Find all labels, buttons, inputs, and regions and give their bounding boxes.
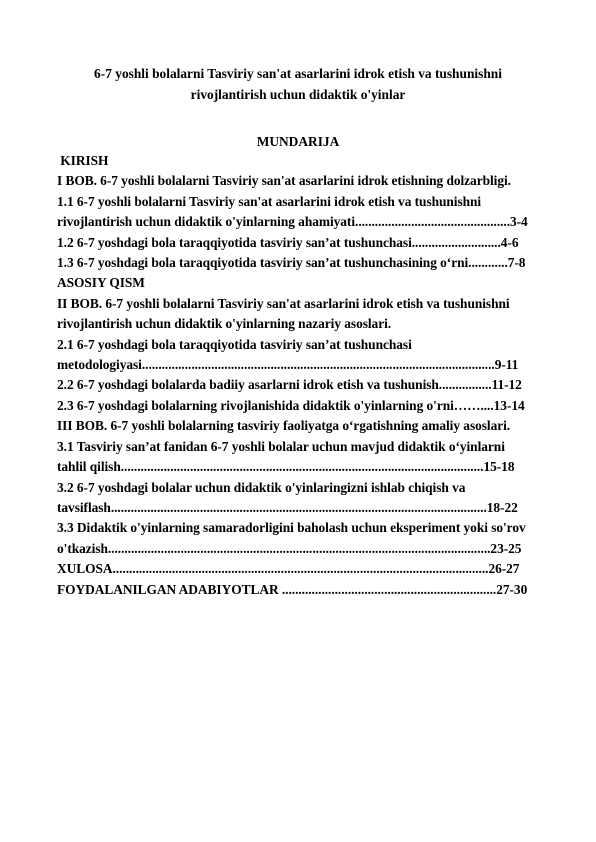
toc-line: 1.3 6-7 yoshdagi bola taraqqiyotida tasviriy san’at tushunchasining o‘rni............7-8 [57, 255, 526, 271]
toc-line: rivojlantirish uchun didaktik o'yinlarning nazariy asoslari. [57, 316, 392, 332]
toc-line: XULOSA..................................................................................................................26-27 [57, 561, 520, 577]
document-title [40, 63, 556, 105]
toc-line: tahlil qilish..............................................................................................................15-18 [57, 459, 515, 475]
toc-line: KIRISH [57, 153, 109, 168]
toc-line: 3.2 6-7 yoshdagi bolalar uchun didaktik o'yinlaringizni ishlab chiqish va [57, 479, 466, 495]
toc-line: 3.3 Didaktik o'yinlarning samaradorligini baholash uchun eksperiment yoki so'rov [57, 520, 526, 536]
title-line-1: 6-7 yoshli bolalarni Tasviriy san'at asarlarini idrok etish va tushunishni [94, 66, 502, 81]
toc-line: 2.2 6-7 yoshdagi bolalarda badiiy asarlarni idrok etish va tushunish................11-12 [57, 377, 522, 393]
toc-line: ASOSIY QISM [57, 275, 145, 291]
table-of-contents [57, 151, 557, 600]
toc-line: 1.1 6-7 yoshli bolalarni Tasviriy san'at asarlarini idrok etish va tushunishni [57, 193, 482, 209]
toc-heading: MUNDARIJA [256, 134, 340, 149]
toc-line: FOYDALANILGAN ADABIYOTLAR .................................................................27-30 [57, 581, 528, 597]
toc-line: 1.2 6-7 yoshdagi bola taraqqiyotida tasviriy san’at tushunchasi...........................4-6 [57, 234, 519, 250]
title-line-2: rivojlantirish uchun didaktik o'yinlar [190, 87, 406, 102]
toc-line: o'tkazish....................................................................................................................23-25 [57, 540, 522, 556]
toc-line: 3.1 Tasviriy san’at fanidan 6-7 yoshli bolalar uchun mavjud didaktik o‘yinlarni [57, 438, 505, 454]
toc-line: rivojlantirish uchun didaktik o'yinlarning ahamiyati...............................................3-4 [57, 214, 528, 230]
toc-line: I BOB. 6-7 yoshli bolalarni Tasviriy san'at asarlarini idrok etishning dolzarbligi. [57, 173, 511, 189]
toc-line: II BOB. 6-7 yoshli bolalarni Tasviriy san'at asarlarini idrok etish va tushunishni [57, 295, 510, 311]
toc-line: 2.1 6-7 yoshdagi bola taraqqiyotida tasviriy san’at tushunchasi [57, 336, 412, 352]
toc-line: metodologiyasi...........................................................................................................9-11 [57, 357, 519, 373]
toc-line: tavsiflash..................................................................................................................18-22 [57, 499, 518, 515]
toc-line: III BOB. 6-7 yoshli bolalarning tasviriy faoliyatga o‘rgatishning amaliy asoslari. [57, 418, 511, 434]
toc-line: 2.3 6-7 yoshdagi bolalarning rivojlanishida didaktik o'yinlarning o'rni……....13-14 [57, 397, 525, 413]
